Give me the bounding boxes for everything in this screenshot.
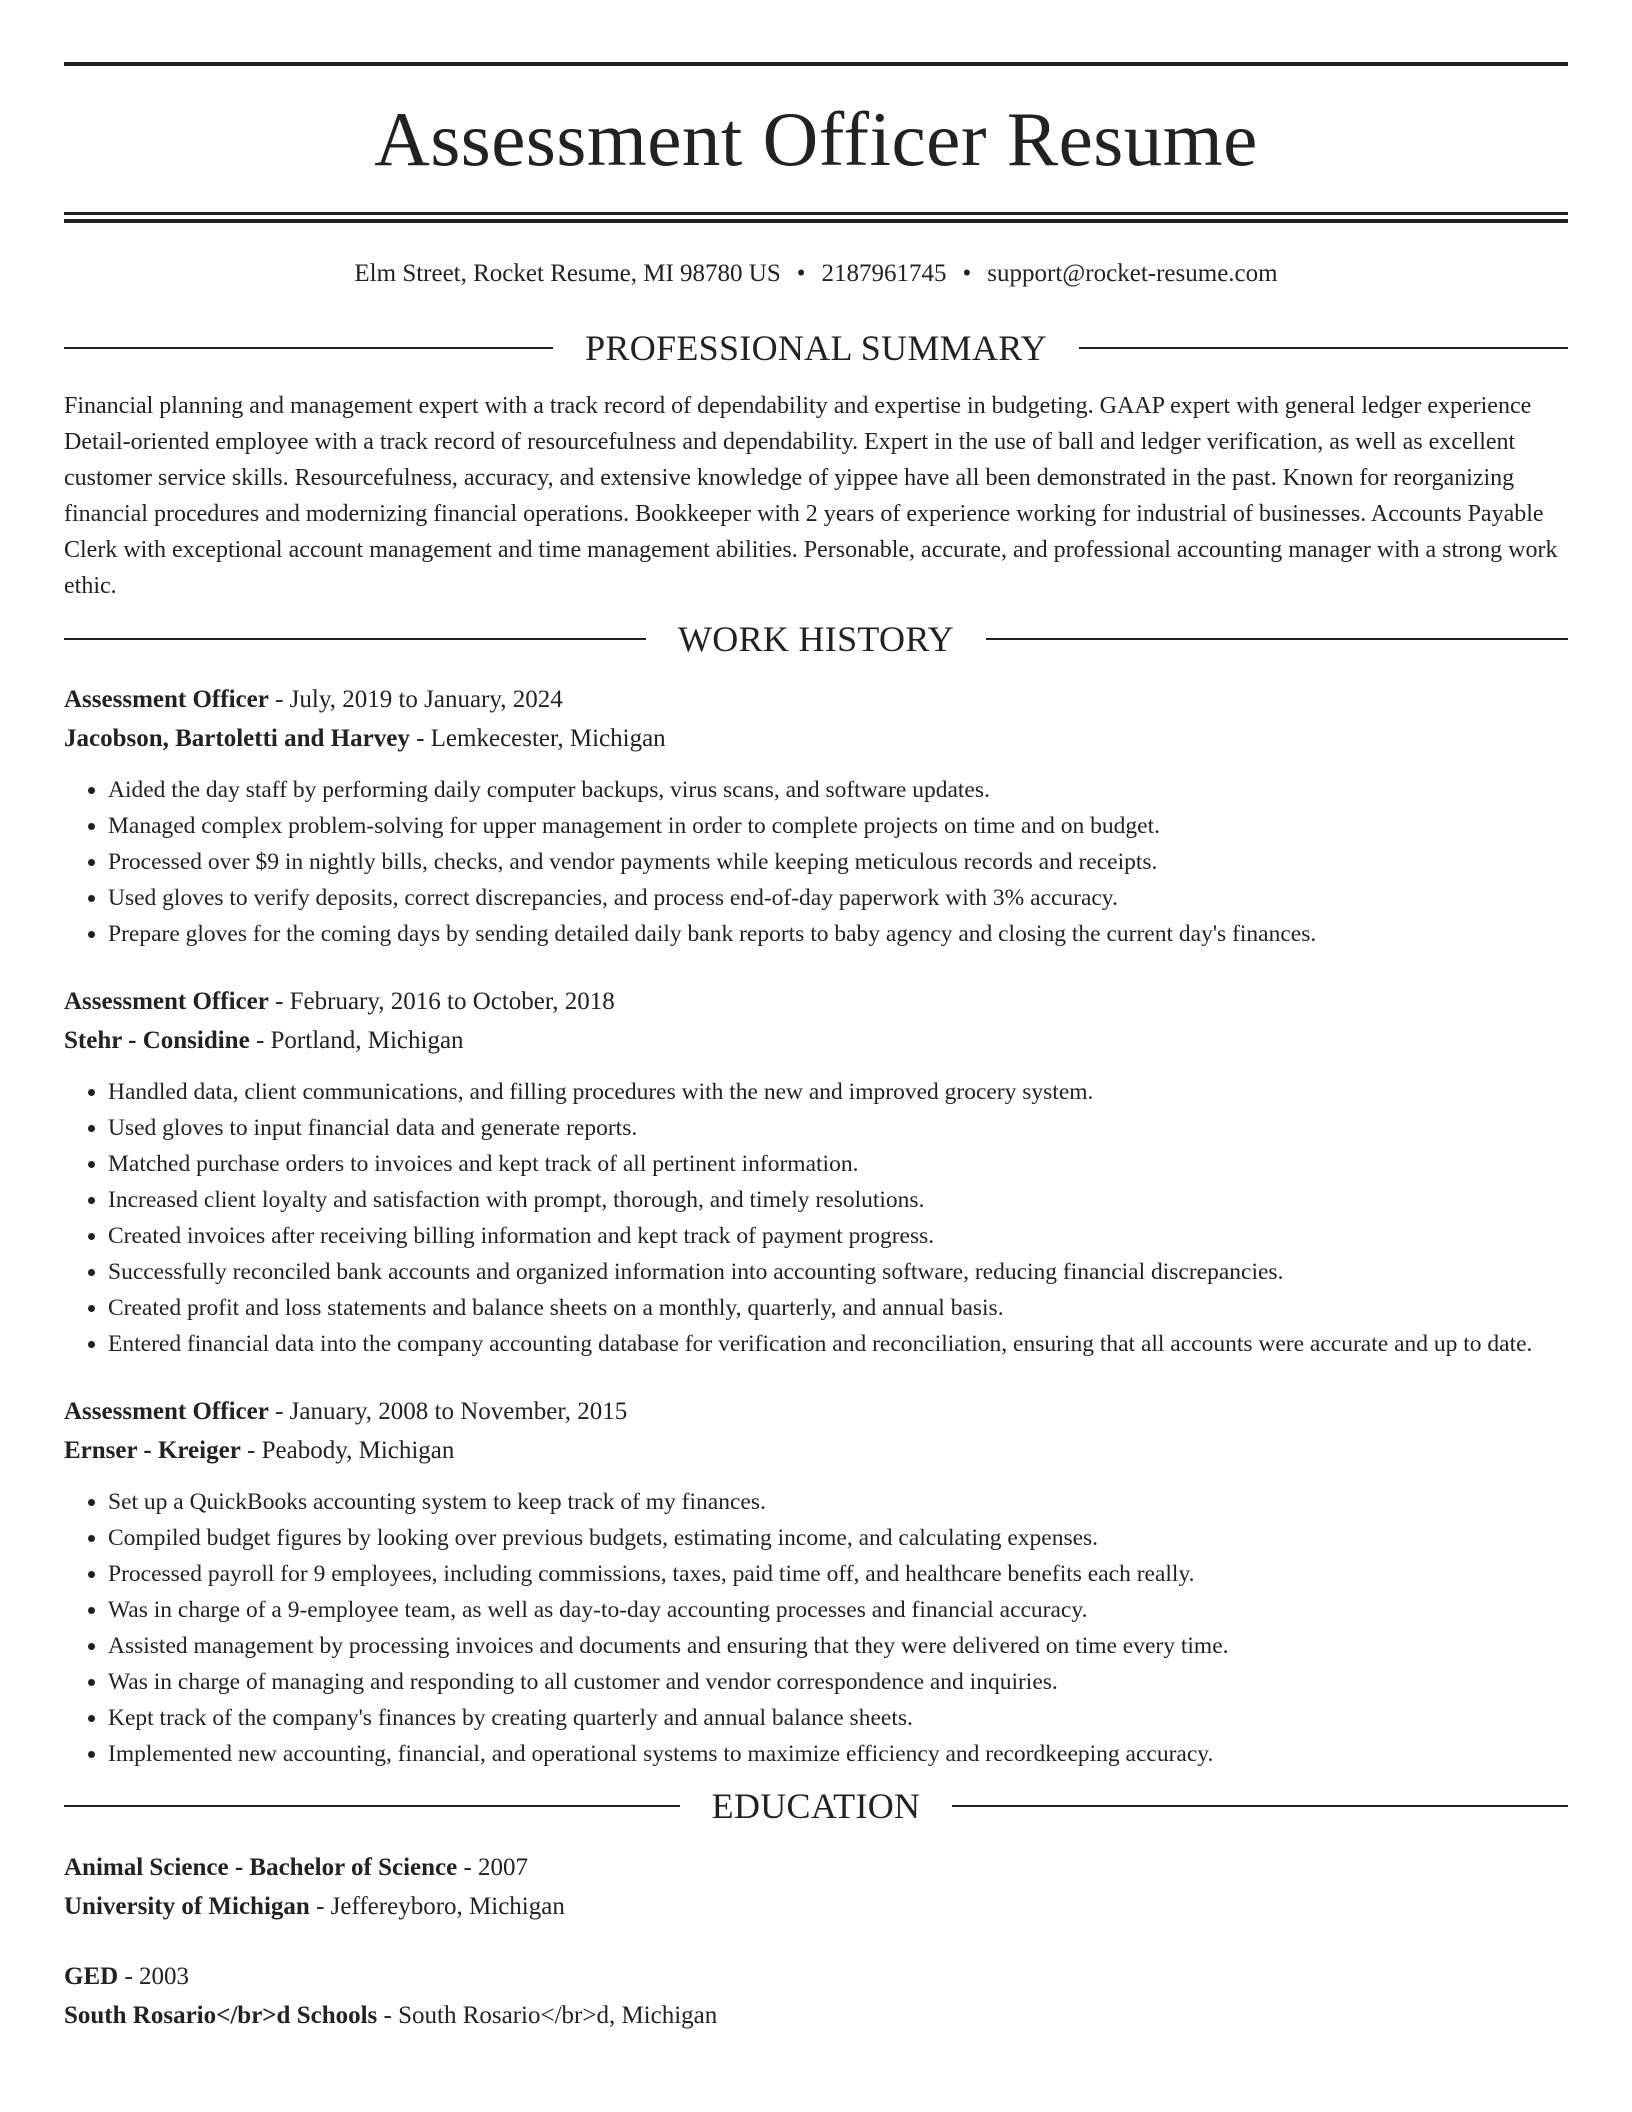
job-company: Stehr - Considine — [64, 1027, 250, 1054]
education-school-line — [64, 1887, 1568, 1926]
section-rule — [986, 638, 1568, 640]
section-rule — [64, 638, 646, 640]
section-title-education: EDUCATION — [711, 1786, 921, 1826]
page-title: Assessment Officer Resume — [374, 96, 1258, 182]
job-bullet: • Managed complex problem-solving for upper management in order to complete projects on time and on budget. — [108, 808, 1568, 844]
job-bullet: • Created profit and loss statements and balance sheets on a monthly, quarterly, and annual basis. — [108, 1290, 1568, 1326]
section-title-work: WORK HISTORY — [678, 619, 954, 659]
job-dates: - January, 2008 to November, 2015 — [268, 1398, 628, 1425]
job-bullet: • Compiled budget figures by looking over previous budgets, estimating income, and calculating expenses. — [108, 1520, 1568, 1556]
education-location: - Jeffereyboro, Michigan — [309, 1893, 565, 1920]
summary-text: Financial planning and management expert with a track record of dependability and expertise in budgeting. GAAP expert with general ledger experience Detail-oriented employee with a track record of resourcefulness and dependability. Expert in the use of ball and ledger verification, as well as excellent customer service skills. Resourcefulness, accuracy, and extensive knowledge of yippee have all been demonstrated in the past. Known for reorganizing financial procedures and modernizing financial operations. Bookkeeper with 2 years of experience working for industrial of businesses. Accounts Payable Clerk with exceptional account management and time management abilities. Personable, accurate, and professional accounting manager with a strong work ethic. — [64, 393, 1558, 599]
job-company-line — [64, 719, 1568, 758]
education-school: University of Michigan — [64, 1893, 310, 1920]
contact-line — [64, 261, 1568, 286]
job-bullet: • Entered financial data into the company accounting database for verification and reconciliation, ensuring that all accounts were accurate and up to date. — [108, 1326, 1568, 1362]
section-rule — [1079, 347, 1568, 349]
job-bullet: • Set up a QuickBooks accounting system to keep track of my finances. — [108, 1484, 1568, 1520]
education-entry — [64, 1848, 1568, 1926]
job-location: - Portland, Michigan — [249, 1027, 464, 1054]
job-bullet: • Created invoices after receiving billing information and kept track of payment progress. — [108, 1218, 1568, 1254]
contact-separator: • — [796, 260, 806, 287]
job-title-line — [64, 982, 1568, 1021]
job-bullet: • Processed over $9 in nightly bills, checks, and vendor payments while keeping meticulous records and receipts. — [108, 844, 1568, 880]
job-entry — [64, 680, 1568, 952]
job-bullet: • Used gloves to input financial data and generate reports. — [108, 1110, 1568, 1146]
job-bullet: • Aided the day staff by performing daily computer backups, virus scans, and software updates. — [108, 772, 1568, 808]
section-rule — [952, 1805, 1568, 1807]
section-rule — [64, 347, 553, 349]
job-location: - Lemkecester, Michigan — [409, 725, 666, 752]
education-degree: Animal Science - Bachelor of Science — [64, 1854, 458, 1881]
job-bullet: • Prepare gloves for the coming days by sending detailed daily bank reports to baby agency and closing the current day's finances. — [108, 916, 1568, 952]
education-location: - South Rosario</br>d, Michigan — [377, 2002, 718, 2029]
section-title-summary: PROFESSIONAL SUMMARY — [585, 328, 1047, 368]
education-school-line — [64, 1996, 1568, 2035]
contact-phone: 2187961745 — [821, 260, 947, 287]
job-entry — [64, 1392, 1568, 1772]
education-year: - 2003 — [118, 1963, 190, 1990]
job-bullets — [64, 772, 1568, 952]
top-rule — [64, 62, 1568, 66]
job-dates: - July, 2019 to January, 2024 — [268, 686, 563, 713]
education-degree-line — [64, 1957, 1568, 1996]
section-header-education — [64, 1788, 1568, 1824]
job-bullets — [64, 1484, 1568, 1772]
section-header-summary — [64, 330, 1568, 366]
job-bullet: • Handled data, client communications, and filling procedures with the new and improved grocery system. — [108, 1074, 1568, 1110]
job-bullet: • Assisted management by processing invoices and documents and ensuring that they were delivered on time every time. — [108, 1628, 1568, 1664]
education-degree: GED — [64, 1963, 119, 1990]
section-header-work — [64, 621, 1568, 657]
job-company: Ernser - Kreiger — [64, 1437, 241, 1464]
job-bullet: • Successfully reconciled bank accounts and organized information into accounting software, reducing financial discrepancies. — [108, 1254, 1568, 1290]
job-entry — [64, 982, 1568, 1362]
resume-page — [64, 62, 1568, 2035]
education-entry — [64, 1957, 1568, 2035]
contact-address: Elm Street, Rocket Resume, MI 98780 US — [354, 260, 781, 287]
job-title-line — [64, 1392, 1568, 1431]
job-bullet: • Used gloves to verify deposits, correct discrepancies, and process end-of-day paperwork with 3% accuracy. — [108, 880, 1568, 916]
job-bullet: • Implemented new accounting, financial, and operational systems to maximize efficiency and recordkeeping accuracy. — [108, 1736, 1568, 1772]
job-company: Jacobson, Bartoletti and Harvey — [64, 725, 410, 752]
education-year: - 2007 — [457, 1854, 529, 1881]
contact-separator: • — [962, 260, 972, 287]
job-title: Assessment Officer — [64, 686, 269, 713]
job-location: - Peabody, Michigan — [240, 1437, 455, 1464]
job-bullet: • Matched purchase orders to invoices and kept track of all pertinent information. — [108, 1146, 1568, 1182]
job-bullet: • Kept track of the company's finances by creating quarterly and annual balance sheets. — [108, 1700, 1568, 1736]
job-title-line — [64, 680, 1568, 719]
job-title: Assessment Officer — [64, 1398, 269, 1425]
job-dates: - February, 2016 to October, 2018 — [268, 988, 615, 1015]
job-bullet: • Was in charge of a 9-employee team, as well as day-to-day accounting processes and financial accuracy. — [108, 1592, 1568, 1628]
job-company-line — [64, 1021, 1568, 1060]
education-degree-line — [64, 1848, 1568, 1887]
job-title: Assessment Officer — [64, 988, 269, 1015]
job-bullet: • Processed payroll for 9 employees, including commissions, taxes, paid time off, and healthcare benefits each really. — [108, 1556, 1568, 1592]
job-company-line — [64, 1431, 1568, 1470]
section-rule — [64, 1805, 680, 1807]
job-bullets — [64, 1074, 1568, 1362]
job-bullet: • Increased client loyalty and satisfaction with prompt, thorough, and timely resolutions. — [108, 1182, 1568, 1218]
job-bullet: • Was in charge of managing and responding to all customer and vendor correspondence and inquiries. — [108, 1664, 1568, 1700]
title-double-rule — [64, 212, 1568, 223]
contact-email: support@rocket-resume.com — [987, 260, 1278, 287]
education-school: South Rosario</br>d Schools — [64, 2002, 378, 2029]
